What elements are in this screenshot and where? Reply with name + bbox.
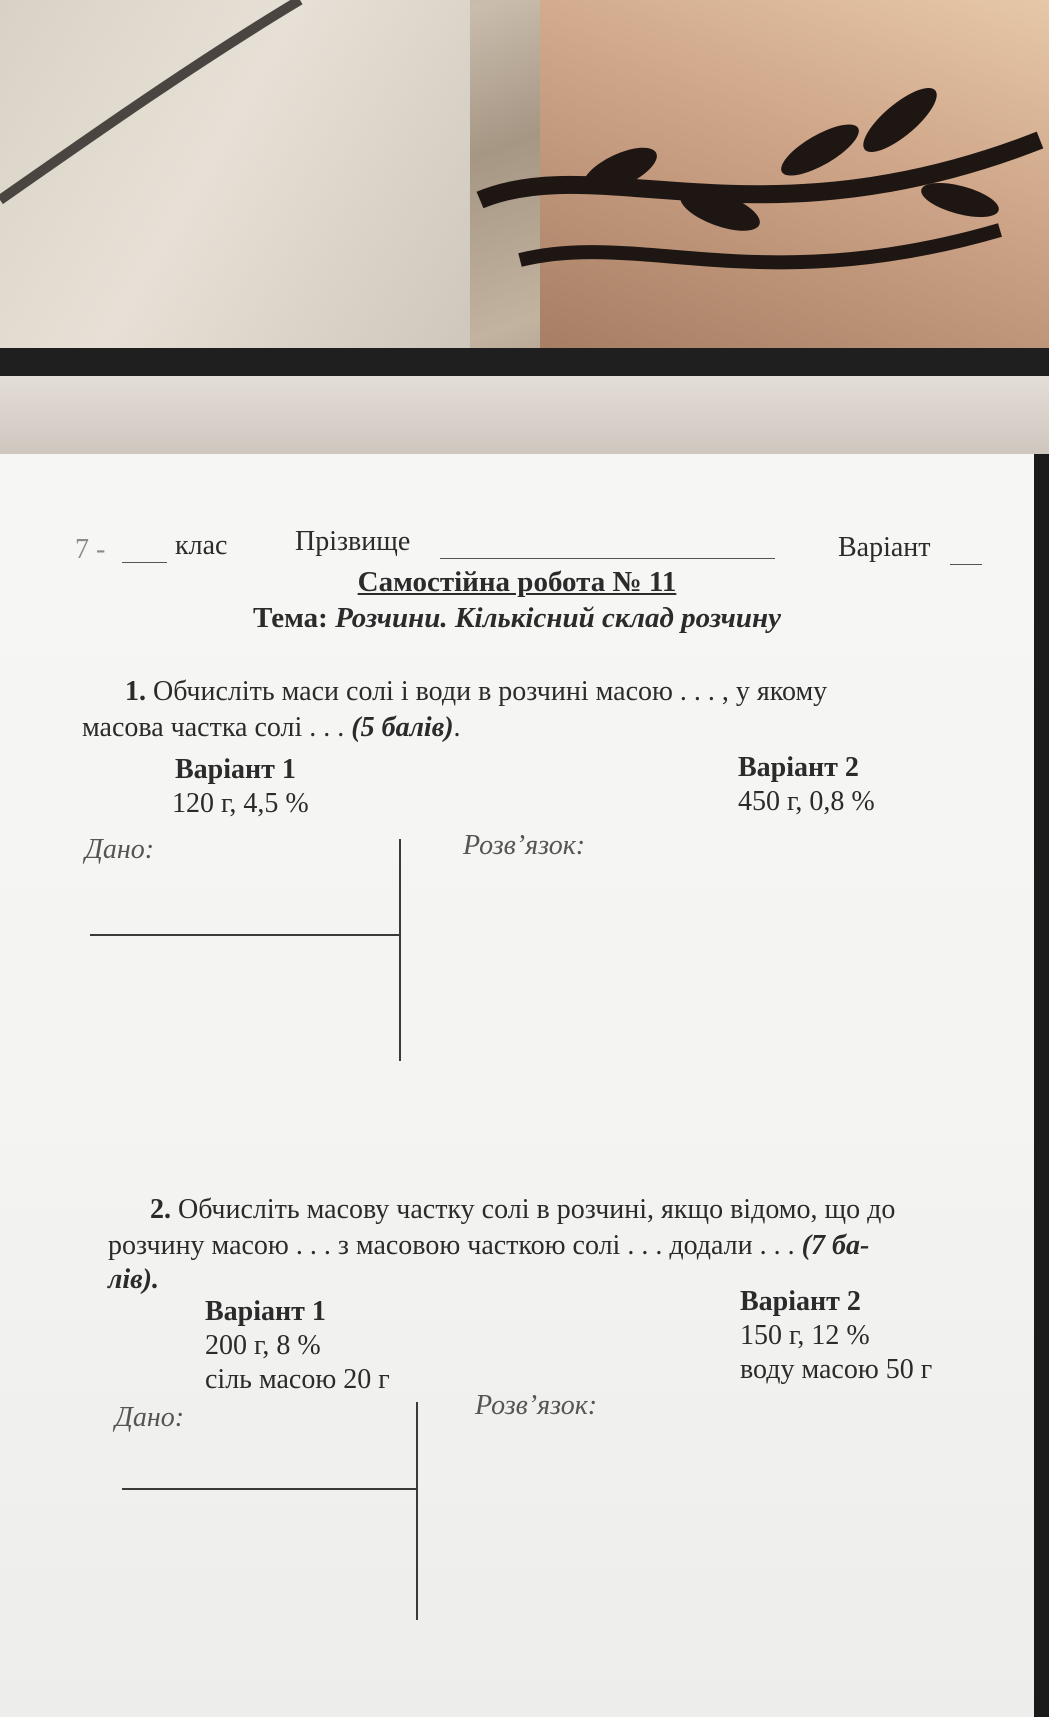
- task1-variant1-value: 120 г, 4,5 %: [172, 788, 309, 819]
- variant-blank: [950, 564, 982, 565]
- task2-variant2-value2: воду масою 50 г: [740, 1354, 933, 1385]
- task2-variant1-label: Варіант 1: [205, 1296, 326, 1327]
- task1-variant1-label: Варіант 1: [175, 754, 296, 785]
- topic-line: [0, 602, 1034, 635]
- surname-label: Прізвище: [295, 526, 411, 557]
- task2-line1: 2. Обчисліть масову частку солі в розчині, якщо відомо, що до: [150, 1194, 896, 1225]
- topic-text: Розчини. Кількісний склад розчину: [335, 602, 781, 634]
- task2-vertical-divider: [416, 1402, 418, 1620]
- background-photo: [0, 0, 1049, 350]
- task2-variant2-value1: 150 г, 12 %: [740, 1320, 870, 1351]
- tablet-edge: [1034, 454, 1049, 1717]
- embroidery-pattern: [0, 0, 1049, 350]
- tablet-frame: [0, 348, 1049, 376]
- task1-points: (5 балів): [351, 712, 454, 743]
- task2-variant1-value2: сіль масою 20 г: [205, 1364, 390, 1395]
- task1-variant2-value: 450 г, 0,8 %: [738, 786, 875, 817]
- class-label: клас: [175, 530, 228, 561]
- task1-solution-label: Розв’язок:: [463, 830, 586, 861]
- task1-variant2-label: Варіант 2: [738, 752, 859, 783]
- class-prefix: 7 -: [75, 534, 106, 565]
- task2-solution-label: Розв’язок:: [475, 1390, 598, 1421]
- task2-given-divider: [122, 1488, 417, 1490]
- worksheet-page: [0, 454, 1034, 1717]
- task1-given-divider: [90, 934, 400, 936]
- task2-given-label: Дано:: [115, 1402, 185, 1433]
- topic-label: Тема:: [252, 602, 328, 634]
- task1-given-label: Дано:: [85, 834, 155, 865]
- tablet-bezel: [0, 376, 1049, 454]
- task2-line3: лів).: [108, 1264, 159, 1295]
- surname-blank: [440, 558, 775, 559]
- task1-line1: 1. Обчисліть маси солі і води в розчині масою . . . , у якому: [125, 676, 828, 707]
- task2-line2: розчину масою . . . з масовою часткою солі . . . додали . . . (7 ба-: [108, 1230, 870, 1261]
- page-title: Самостійна робота № 11: [357, 566, 677, 598]
- task1-line2: масова частка солі . . . (5 балів).: [82, 712, 461, 743]
- variant-label: Варіант: [838, 532, 931, 563]
- task2-variant2-label: Варіант 2: [740, 1286, 861, 1317]
- task2-variant1-value1: 200 г, 8 %: [205, 1330, 321, 1361]
- task1-vertical-divider: [399, 839, 401, 1061]
- class-blank: [122, 562, 167, 563]
